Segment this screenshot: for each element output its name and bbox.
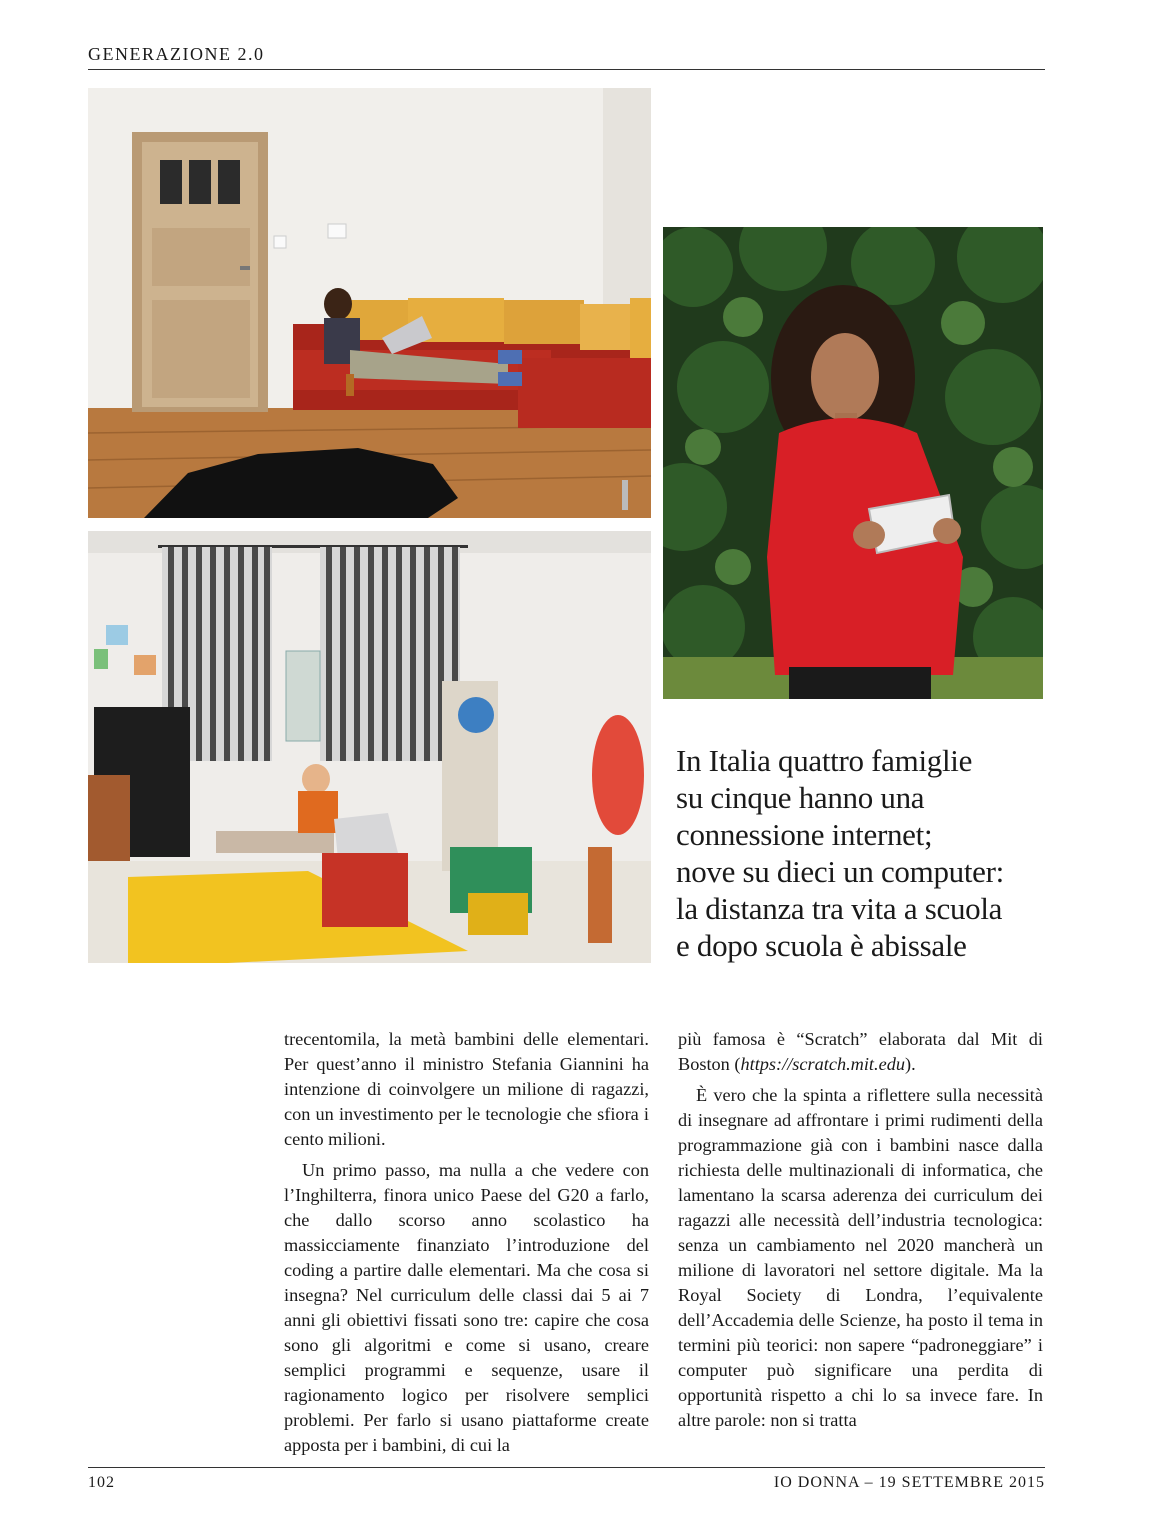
body-text: ). [904, 1054, 916, 1074]
body-paragraph: Un primo passo, ma nulla a che vedere con l’Inghilterra, finora unico Paese del G20 a farlo, che dallo scorso anno scolastico ha massicciamente finanziato l’introduzione del coding a partire dalle elementari. Ma che cosa si insegna? Nel curriculum delle classi dai 5 ai 7 anni gli obiettivi fissati sono tre: capire che cosa sono gli algoritmi e come si usano, creare semplici programmi e sequenze, usare il ragionamento logico per risolvere semplici problemi. Per farlo si usano piattaforme create apposta per i bambini, di cui la [284, 1160, 649, 1455]
pull-quote-line: su cinque hanno una [676, 780, 925, 815]
girl-with-tablet-photo [663, 227, 1043, 699]
pull-quote-line: In Italia quattro famiglie [676, 743, 973, 778]
pull-quote-line: nove su dieci un computer: [676, 854, 1004, 889]
page-number: 102 [88, 1474, 115, 1491]
playroom-photo [88, 531, 651, 963]
section-label: GENERAZIONE 2.0 [88, 44, 265, 64]
body-paragraph [678, 1027, 1043, 1077]
magazine-issue-date: IO DONNA – 19 SETTEMBRE 2015 [773, 1474, 1045, 1491]
body-column-right [678, 1027, 1043, 1433]
body-column-left [284, 1027, 649, 1458]
pull-quote [676, 742, 1048, 964]
living-room-photo [88, 88, 651, 518]
footer-rule [88, 1467, 1045, 1468]
pull-quote-line: la distanza tra vita a scuola [676, 891, 1003, 926]
header-rule [88, 69, 1045, 70]
pull-quote-line: e dopo scuola è abissale [676, 928, 967, 963]
pull-quote-line: connessione internet; [676, 817, 933, 852]
body-paragraph: trecentomila, la metà bambini delle elementari. Per quest’anno il ministro Stefania Giannini ha intenzione di coinvolgere un milione di ragazzi, con un investimento per le tecnologie che sfiora i cento milioni. [284, 1029, 649, 1149]
body-paragraph: È vero che la spinta a riflettere sulla necessità di insegnare ad affrontare i primi rudimenti della programmazione già con i bambini nasce dalla richiesta delle multinazionali di informatica, che lamentano la scarsa aderenza dei curriculum dei ragazzi alle necessità dell’industria tecnologica: senza un cambiamento nel 2020 mancherà un milione di lavoratori nel settore digitale. Ma la Royal Society di Londra, l’equivalente dell’Accademia delle Scienze, ha posto il tema in termini più teorici: non sapere “padroneggiare” i computer può significare una perdita di opportunità rispetto a chi lo sa invece fare. In altre parole: non si tratta [678, 1085, 1043, 1430]
body-text: più famosa è “Scratch” elaborata dal Mit di Boston ( [678, 1029, 1043, 1074]
scratch-url: https://scratch.mit.edu [740, 1054, 905, 1074]
